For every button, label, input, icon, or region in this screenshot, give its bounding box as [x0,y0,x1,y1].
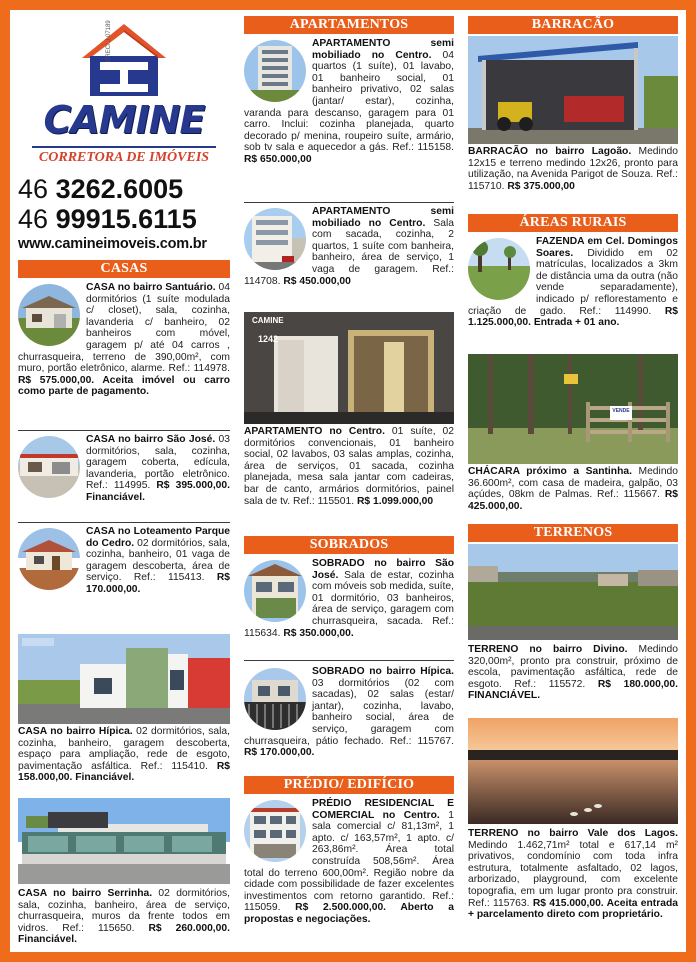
listing-title: CASA no bairro São José. [86,434,216,445]
section-header-terrenos: TERRENOS [468,524,678,542]
phone-area-code: 46 [18,204,49,234]
sale-sign: VENDE [612,408,630,414]
building-photo [244,40,306,102]
terreno-divino-photo [468,544,678,640]
listing-sobrado-sao-jose [244,558,454,639]
listing-price: R$ 395.000,00. Financiável. [86,480,230,503]
house-photo [18,436,80,498]
listing-description: 04 quartos (1 suíte), 01 lavabo, 01 banheiro social, 01 banheiro privativo, 02 salas (jantar/ estar), cozinha, varanda para descanso, garagem para 01 carro. Inclui: cozinha planejada, quarto decorado p/ menina, roupeiro suíte, armário, sob tv sala e aquecedor a gás. Ref.: 115158. [244,49,454,154]
listing-title: TERRENO no bairro Divino. [468,644,628,655]
listing-terreno-divino [468,644,678,702]
apartment-entrance-photo [244,312,454,424]
building-photo [244,800,306,862]
listing-description: 03 dormitórios (02 com sacadas), 02 salas (estar/ jantar), cozinha, lavabo, banheiro social, área de serviço, garagem com churrasqueira, pátio fechado. Ref.: 115767. [244,677,454,747]
listing-description: 1 sala comercial c/ 81,13m², 1 apto. c/ 163,57m², 1 apto. c/ 263,86m². Área total construída 508,56m². Área total do terreno 600,00m². Região nobre da cidade com possibilidade de fazer excelentes investimentos com retorno garantido. Ref.: 115059. [244,809,454,914]
listing-price: R$ 170.000,00. [244,747,315,759]
chacara-photo [468,354,678,464]
phone-number: 99915.6115 [55,204,197,234]
chacara-image [468,354,678,464]
section-header-barracao: BARRACÃO [468,16,678,34]
listing-description: Dividido em 02 matrículas, localizados a 3km de distância uma da outra (não vende separadamente), indicado p/ reflorestamento e criação de gado. Ref.: 114990. [468,247,678,317]
phone-area-code: 46 [18,174,49,204]
divider [18,522,230,523]
house-photo [18,528,80,590]
listing-price: R$ 350.000,00. [283,627,354,639]
divider [244,202,454,203]
listing-description: Medindo 320,00m², pronto pra construir, próximo de escola, pavimentação asfáltica, rede de esgoto. Ref.: 115572. [468,644,678,690]
listing-description: Medindo 1.462,71m² total e 617,14 m² privativos, condomínio com toda infra estrutura, totalmente asfaltado, 02 lagos, arborizado, playground, com excelente topografia, em um lugar pronto pra construir. Ref.: 115763. [468,839,678,909]
section-header-predio: PRÉDIO/ EDIFÍCIO [244,776,454,794]
section-header-sobrados: SOBRADOS [244,536,454,554]
listing-description: Sala de estar, cozinha com móveis sob medida, suíte, 01 dormitório, 03 banheiros, área de serviço, garagem com churrasqueira, sacada. Ref.: 115634. [244,569,454,639]
listing-title: CHÁCARA próximo a Santinha. [468,466,632,477]
listing-apartamento-centro-1 [244,38,454,166]
listing-barracao-lagoao [468,146,678,192]
listing-description: 02 dormitórios, sala, cozinha, banheiro, garagem descoberta, espaço para ampliação, rede de esgoto, pavimentação asfáltica. Ref.: 115410. [18,726,231,772]
building-photo [244,208,306,270]
house-serrinha-photo [18,798,230,884]
townhouse-photo [244,668,306,730]
listing-title: TERRENO no bairro Vale dos Lagos. [468,828,678,839]
brand-rule [32,146,216,148]
phone-number: 3262.6005 [55,174,184,204]
apartment-entrance-image [244,312,454,424]
listing-description: Medindo 36.600m², com casa de madeira, galpão, 03 açúdes, 08km de Palmas. Ref.: 115667. [468,466,678,501]
listing-price: R$ 415.000,00. Aceita entrada + parcelamento direto com proprietário. [468,897,678,921]
phone-mobile[interactable] [18,204,197,234]
listing-apartamento-centro-2 [244,206,454,287]
warehouse-photo [468,36,678,144]
building-number: 1242 [258,334,279,344]
listing-casa-hipica [18,726,230,784]
listing-price: R$ 650.000,00 [244,153,312,165]
creci-number: CRECI J 07189 [106,20,112,62]
listing-chacara-santinha [468,466,678,512]
listing-price: R$ 170.000,00. [86,572,230,595]
listing-price: R$ 260.000,00. Financiável. [18,922,230,946]
listing-fazenda-domingos-soares [468,236,678,329]
website-link[interactable]: www.camineimoveis.com.br [18,236,207,252]
phone-landline[interactable] [18,174,183,204]
listing-title: CASA no Loteamento Parque do Cedro. [86,526,230,549]
listing-description: 02 dormitórios, sala, cozinha, banheiro, área de serviço, churrasqueira, muros da frente todos em vidros. Ref.: 115650. [18,888,230,934]
listing-title: BARRACÃO no bairro Lagoão. [468,146,632,157]
section-header-casas: CASAS [18,260,230,278]
house-logo-icon [76,20,172,98]
listing-price: R$ 1.099.000,00 [356,495,434,507]
brand-name: CAMINE [43,98,205,142]
section-header-areas-rurais: ÁREAS RURAIS [468,214,678,232]
listing-title: CASA no bairro Serrinha. [18,888,153,899]
listing-title: APARTAMENTO semi mobiliado no Centro. [312,38,454,61]
listing-price: R$ 2.500.000,00. Aberto a propostas e negociações. [244,902,454,925]
listing-apartamento-centro-3 [244,426,454,507]
divider [244,660,454,661]
listing-casa-serrinha [18,888,230,946]
listing-price: R$ 158.000,00. Financiável. [18,760,230,784]
listing-title: SOBRADO no bairro Hípica. [312,666,454,677]
listing-casa-parque-do-cedro [18,526,230,596]
section-header-apartamentos: APARTAMENTOS [244,16,454,34]
listing-title: CASA no bairro Hípica. [18,726,133,737]
listing-title: APARTAMENTO semi mobiliado no Centro. [312,206,454,229]
terreno-vale-dos-lagos-photo [468,718,678,824]
townhouse-photo [244,560,306,622]
listing-description: 02 dormitórios, sala, cozinha, banheiro, 01 vaga de garagem descoberta, área de serviço. Ref.: 115413. [86,537,230,584]
listing-title: CASA no bairro Santuário. [86,282,216,293]
listing-price: R$ 1.125.000,00. Entrada + 01 ano. [468,305,678,329]
photo-watermark: CAMINE [252,316,284,325]
listing-price: R$ 575.000,00. Aceita imóvel ou carro como parte de pagamento. [18,374,230,398]
listing-terreno-vale-dos-lagos [468,828,678,921]
house-photo [18,284,80,346]
listing-title: APARTAMENTO no Centro. [244,426,385,437]
brand-block [18,16,230,256]
listing-description: 01 suíte, 02 dormitórios convencionais, 01 banheiro social, 02 lavabos, 03 salas amplas, cozinha, área de serviços, 01 sacada, cozinha planejada, mesa sala jantar com cadeiras, bar de canto, armários dormitórios, painel sala de tv. Ref.: 115501. [244,426,454,507]
listing-price: R$ 375.000,00 [507,180,575,192]
listing-price: R$ 180.000,00. FINANCIÁVEL. [468,678,679,702]
listing-description: Medindo 12x15 e terreno medindo 12x26, pronto para utilização, na Avenida Parigot de Souza. Ref.: 115710. [468,146,678,192]
listing-title: FAZENDA em Cel. Domingos Soares. [536,236,678,259]
listing-casa-sao-jose [18,434,230,504]
brand-subtitle: CORRETORA DE IMÓVEIS [38,150,210,165]
listing-title: SOBRADO no bairro São José. [312,558,454,581]
listing-predio-centro [244,798,454,926]
listing-casa-santuario [18,282,230,398]
listing-description: 04 dormitórios (1 suíte modulada c/ closet), sala, cozinha, lavanderia c/ banheiro, 02 banheiros com móvel, garagem p/ até 04 carros , churrasqueira, terreno de 390,00m², com muro, portão eletrônico, alarme. Ref.: 114978. [18,282,230,375]
classifieds-sheet [10,10,686,952]
listing-description: 03 dormitórios, sala, cozinha, garagem coberta, edícula, lavanderia, portão eletrônico. Ref.: 114995. [86,434,230,492]
listing-price: R$ 450.000,00 [283,275,351,287]
farm-photo [468,238,530,300]
listing-description: Sala com sacada, cozinha, 2 quartos, 1 suíte com banheira, banheiro, área de serviço, 1 vaga de garagem. Ref.: 114708. [244,217,454,287]
divider [18,430,230,431]
house-hipica-photo [18,634,230,724]
listing-price: R$ 425.000,00. [468,489,678,512]
listing-title: PRÉDIO RESIDENCIAL E COMERCIAL no Centro. [312,798,454,821]
listing-sobrado-hipica [244,666,454,759]
